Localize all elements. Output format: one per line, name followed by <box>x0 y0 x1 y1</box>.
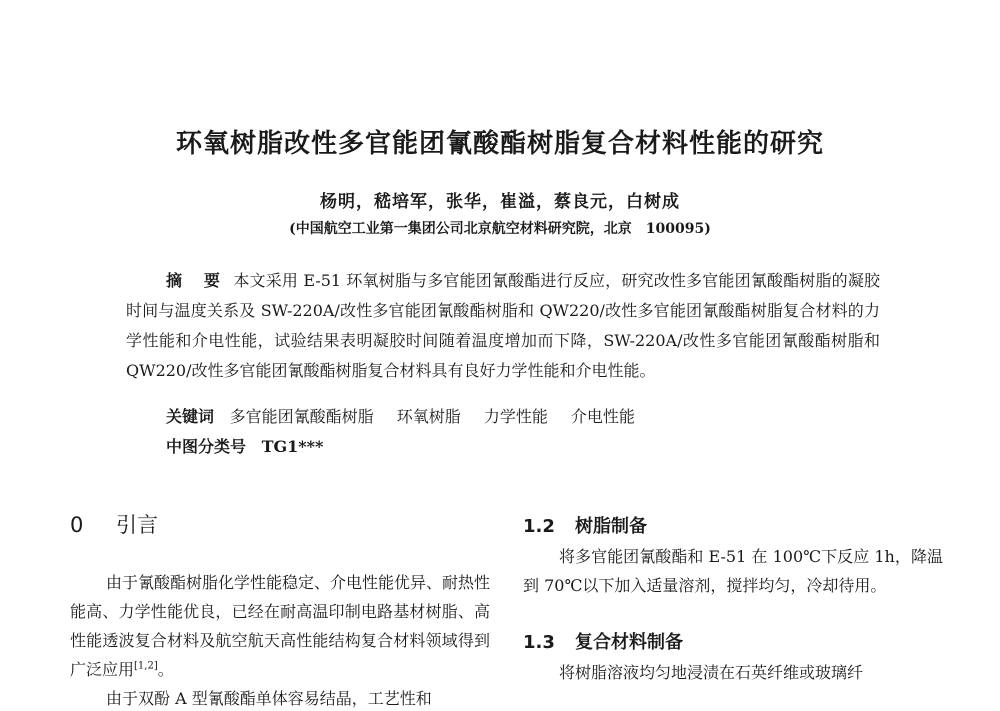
right-column <box>523 512 943 687</box>
classification-value: TG1*** <box>261 437 324 456</box>
section-title: 引言 <box>116 513 158 537</box>
keyword-term: 介电性能 <box>570 407 635 426</box>
classification-number <box>166 434 323 457</box>
left-column <box>70 508 490 711</box>
keyword-term: 多官能团氰酸酯树脂 <box>229 407 374 426</box>
section-title: 树脂制备 <box>575 516 647 537</box>
section-number: 1.3 <box>523 632 555 653</box>
author-list: 杨明，嵇培军，张华，崔溢，蔡良元，白树成 <box>320 192 680 212</box>
resin-preparation-paragraph: 将多官能团氰酸酯和 E-51 在 100℃下反应 1h，降温到 70℃以下加入适量溶剂，搅拌均匀，冷却待用。 <box>523 547 943 595</box>
section-heading-intro <box>70 508 490 542</box>
section-title: 复合材料制备 <box>575 632 683 653</box>
intro-paragraph-1-text: 由于氰酸酯树脂化学性能稳定、介电性能优异、耐热性能高、力学性能优良，已经在耐高温印制电路基材树脂、高性能透波复合材料及航空航天高性能结构复合材料领域得到广泛应用 <box>70 573 491 679</box>
keyword-term: 力学性能 <box>483 407 548 426</box>
composite-preparation-paragraph: 将树脂溶液均匀地浸渍在石英纤维或玻璃纤 <box>559 663 864 682</box>
intro-paragraph-2: 由于双酚 A 型氰酸酯单体容易结晶，工艺性和 <box>106 689 432 708</box>
citation-ref: [1,2] <box>134 660 158 672</box>
intro-paragraph-1-end: 。 <box>157 660 174 679</box>
abstract <box>126 266 880 386</box>
keywords-label: 关键词 <box>166 407 215 426</box>
abstract-text: 本文采用 E-51 环氧树脂与多官能团氰酸酯进行反应，研究改性多官能团氰酸酯树脂的凝胶时间与温度关系及 SW-220A/改性多官能团氰酸酯树脂和 QW220/改性多官能团氰酸酯树脂复合材料的力学性能和介电性能，试验结果表明凝胶时间随着温度增加而下降，SW-220A/改性多官能团氰酸酯树脂和 QW220/改性多官能团氰酸酯树脂复合材料具有良好力学性能和介电性能。 <box>126 271 880 380</box>
classification-label: 中图分类号 <box>166 437 247 456</box>
intro-paragraph-1 <box>70 568 490 684</box>
section-number: 0 <box>70 513 84 537</box>
paper-title: 环氧树脂改性多官能团氰酸酯树脂复合材料性能的研究 <box>175 129 824 159</box>
section-heading-1-2 <box>523 512 943 542</box>
keywords <box>166 404 653 427</box>
section-heading-1-3 <box>523 628 943 658</box>
affiliation: (中国航空工业第一集团公司北京航空材料研究院，北京 100095) <box>289 221 711 237</box>
section-number: 1.2 <box>523 516 555 537</box>
abstract-label: 摘 要 <box>166 271 229 290</box>
keyword-term: 环氧树脂 <box>396 407 461 426</box>
keywords-values <box>230 407 653 426</box>
